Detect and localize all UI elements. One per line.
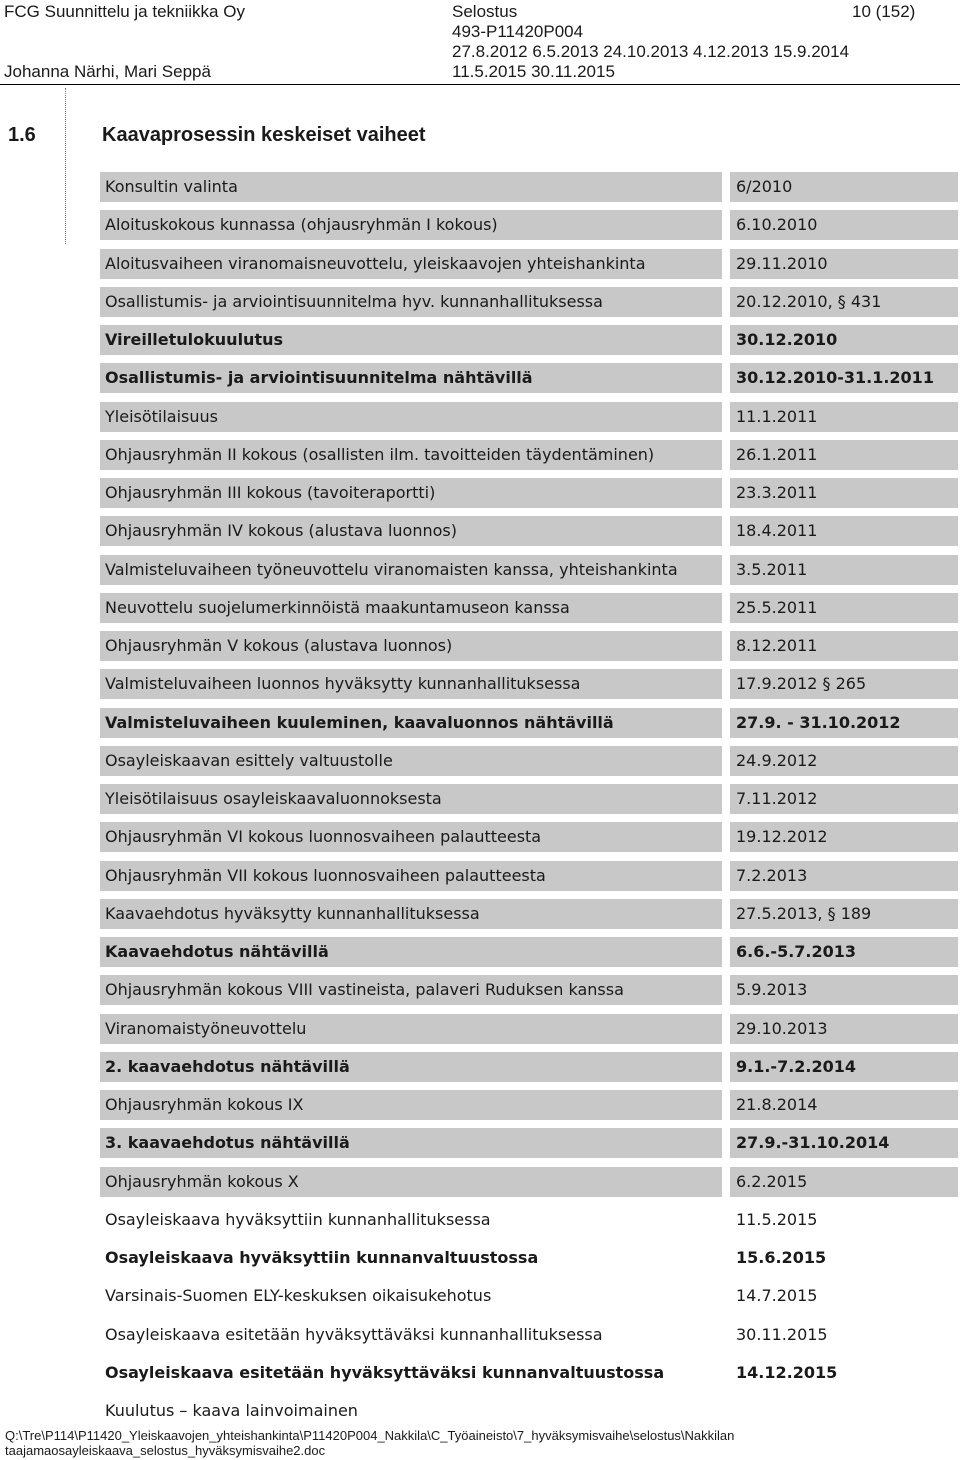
file-path-line2: taajamaosayleiskaava_selostus_hyväksymisvaihe2.doc [5,1443,326,1458]
event-cell: Neuvottelu suojelumerkinnöistä maakuntamuseon kanssa [100,593,722,623]
event-cell: Osayleiskaava hyväksyttiin kunnanvaltuustossa [105,1248,539,1267]
date-cell: 18.4.2011 [730,516,958,546]
event-cell: Ohjausryhmän kokous IX [100,1090,722,1120]
event-cell: Ohjausryhmän VI kokous luonnosvaiheen palautteesta [100,822,722,852]
file-path-line1: Q:\Tre\P114\P11420_Yleiskaavojen_yhteishankinta\P11420P004_Nakkila\C_Työaineisto\7_hyväksymisvaihe\selostus\Nakkilan [5,1428,735,1443]
date-cell: 27.9.-31.10.2014 [730,1128,958,1158]
event-cell: Valmisteluvaiheen kuuleminen, kaavaluonnos nähtävillä [100,708,722,738]
event-cell: Osayleiskaava esitetään hyväksyttäväksi kunnanvaltuustossa [105,1363,665,1382]
event-cell: Ohjausryhmän II kokous (osallisten ilm. tavoitteiden täydentäminen) [100,440,722,470]
date-cell: 11.1.2011 [730,402,958,432]
date-cell: 11.5.2015 [736,1210,818,1229]
event-cell: Osallistumis- ja arviointisuunnitelma hyv. kunnanhallituksessa [100,287,722,317]
event-cell: Varsinais-Suomen ELY-keskuksen oikaisukehotus [105,1286,492,1305]
date-cell: 30.12.2010 [730,325,958,355]
event-cell: Ohjausryhmän III kokous (tavoiteraportti) [100,478,722,508]
section-title: Kaavaprosessin keskeiset vaiheet [102,124,426,146]
date-cell: 27.9. - 31.10.2012 [730,708,958,738]
date-cell: 20.12.2010, § 431 [730,287,958,317]
event-cell: Osayleiskaava hyväksyttiin kunnanhallituksessa [105,1210,491,1229]
date-cell: 8.12.2011 [730,631,958,661]
date-cell: 15.6.2015 [736,1248,827,1267]
event-cell: Kaavaehdotus nähtävillä [100,937,722,967]
date-cell: 7.11.2012 [730,784,958,814]
date-cell: 6.10.2010 [730,210,958,240]
date-cell: 5.9.2013 [730,975,958,1005]
date-cell: 6.6.-5.7.2013 [730,937,958,967]
date-cell: 24.9.2012 [730,746,958,776]
event-cell: Kaavaehdotus hyväksytty kunnanhallituksessa [100,899,722,929]
event-cell: Ohjausryhmän IV kokous (alustava luonnos) [100,516,722,546]
event-cell: Osallistumis- ja arviointisuunnitelma nähtävillä [100,363,722,393]
date-cell [730,1396,958,1426]
date-cell: 29.11.2010 [730,249,958,279]
revision-dates-line1: 27.8.2012 6.5.2013 24.10.2013 4.12.2013 15.9.2014 [452,42,850,61]
event-cell: Vireilletulokuulutus [100,325,722,355]
event-cell: Osayleiskaavan esittely valtuustolle [100,746,722,776]
date-cell: 27.5.2013, § 189 [730,899,958,929]
document-id: 493-P11420P004 [452,22,584,41]
page-number: 10 (152) [852,2,916,21]
event-cell: Kuulutus – kaava lainvoimainen [105,1401,358,1420]
date-cell: 30.12.2010-31.1.2011 [730,363,958,393]
date-cell: 17.9.2012 § 265 [730,669,958,699]
date-cell: 25.5.2011 [730,593,958,623]
event-cell: Ohjausryhmän V kokous (alustava luonnos) [100,631,722,661]
company-name: FCG Suunnittelu ja tekniikka Oy [4,2,245,21]
section-number: 1.6 [8,124,36,146]
date-cell: 3.5.2011 [730,555,958,585]
event-cell: Aloitusvaiheen viranomaisneuvottelu, yleiskaavojen yhteishankinta [100,249,722,279]
event-cell: Viranomaistyöneuvottelu [100,1014,722,1044]
date-cell: 6.2.2015 [730,1167,958,1197]
event-cell: Ohjausryhmän kokous X [100,1167,722,1197]
event-cell: Osayleiskaava esitetään hyväksyttäväksi kunnanhallituksessa [105,1325,603,1344]
date-cell: 21.8.2014 [730,1090,958,1120]
event-cell: Yleisötilaisuus [100,402,722,432]
document-type: Selostus [452,2,518,21]
date-cell: 26.1.2011 [730,440,958,470]
event-cell: Valmisteluvaiheen luonnos hyväksytty kunnanhallituksessa [100,669,722,699]
event-cell: Yleisötilaisuus osayleiskaavaluonnoksesta [100,784,722,814]
event-cell: Ohjausryhmän kokous VIII vastineista, palaveri Ruduksen kanssa [100,975,722,1005]
date-cell: 30.11.2015 [736,1325,828,1344]
date-cell: 14.12.2015 [736,1363,838,1382]
date-cell: 9.1.-7.2.2014 [730,1052,958,1082]
date-cell: 7.2.2013 [730,861,958,891]
date-cell: 29.10.2013 [730,1014,958,1044]
event-cell: 3. kaavaehdotus nähtävillä [100,1128,722,1158]
event-cell: Aloituskokous kunnassa (ohjausryhmän I kokous) [100,210,722,240]
event-cell: Valmisteluvaiheen työneuvottelu viranomaisten kanssa, yhteishankinta [100,555,722,585]
margin-guide [65,88,66,244]
date-cell: 23.3.2011 [730,478,958,508]
date-cell: 14.7.2015 [736,1286,818,1305]
revision-dates-line2: 11.5.2015 30.11.2015 [452,62,615,81]
header-divider [0,84,960,85]
date-cell: 6/2010 [730,172,958,202]
event-cell: Konsultin valinta [100,172,722,202]
event-cell: 2. kaavaehdotus nähtävillä [100,1052,722,1082]
event-cell: Ohjausryhmän VII kokous luonnosvaiheen palautteesta [100,861,722,891]
authors: Johanna Närhi, Mari Seppä [4,62,211,81]
date-cell: 19.12.2012 [730,822,958,852]
